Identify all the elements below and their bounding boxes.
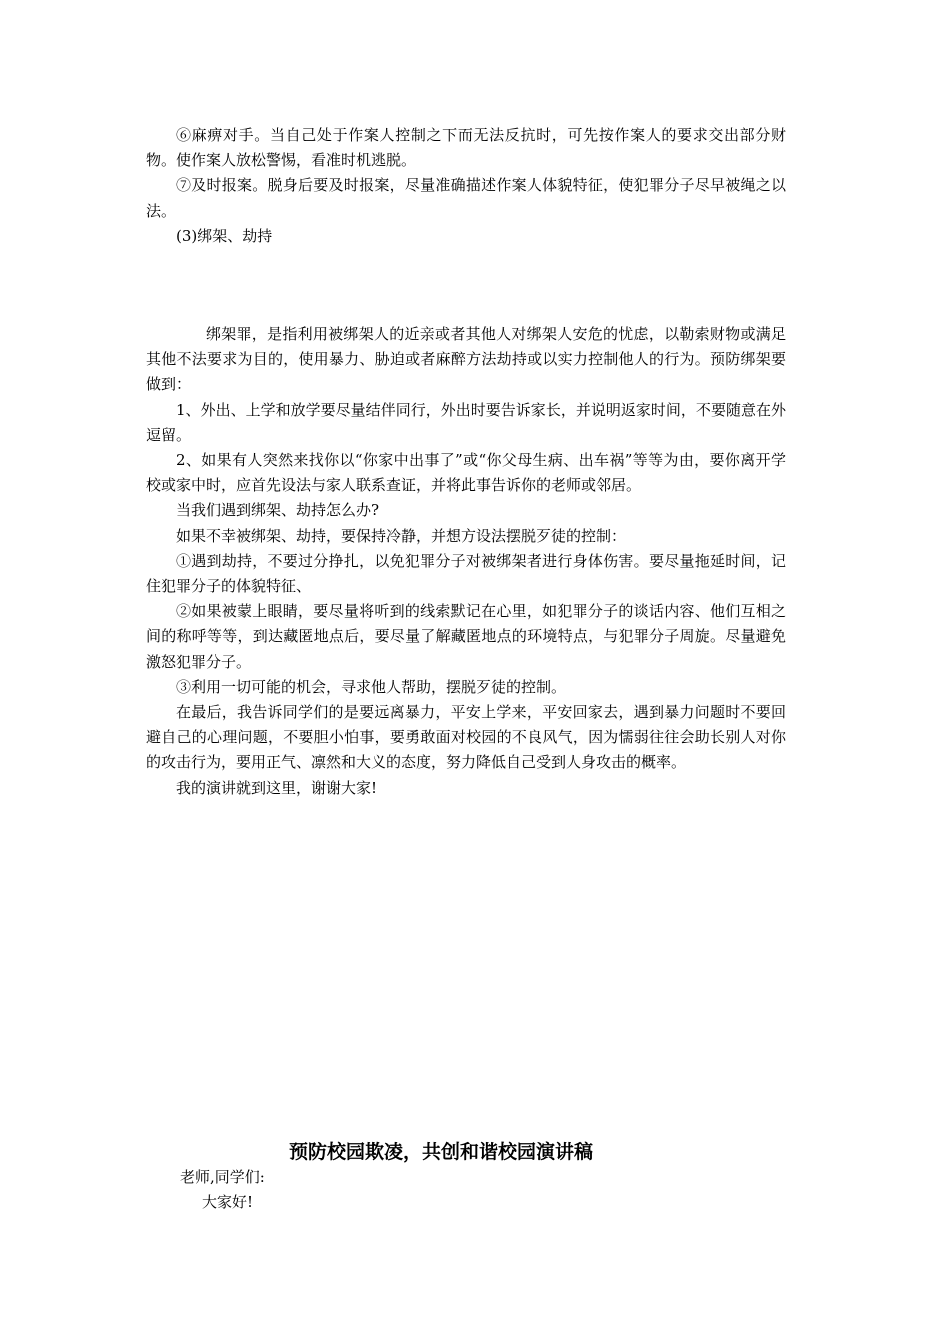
paragraph-tip-1: ①遇到劫持，不要过分挣扎，以免犯罪分子对被绑架者进行身体伤害。要尽量拖延时间，记住犯罪分子的体貌特征、: [146, 551, 786, 596]
paragraph-tip-2: ②如果被蒙上眼睛，要尽量将听到的线索默记在心里，如犯罪分子的谈话内容、他们互相之间的称呼等等，到达藏匿地点后，要尽量了解藏匿地点的环境特点，与犯罪分子周旋。尽量避免激怒犯罪分子。: [146, 602, 786, 671]
greeting: 大家好!: [202, 1193, 254, 1211]
paragraph-prevention-1: 1、外出、上学和放学要尽量结伴同行，外出时要告诉家长，并说明返家时间，不要随意在外逗留。: [146, 400, 786, 444]
paragraph-question: 当我们遇到绑架、劫持怎么办?: [176, 501, 380, 520]
paragraph-stay-calm: 如果不幸被绑架、劫持，要保持冷静，并想方设法摆脱歹徒的控制：: [176, 526, 627, 545]
paragraph-report-promptly: ⑦及时报案。脱身后要及时报案，尽量准确描述作案人体貌特征，使犯罪分子尽早被绳之以法。: [146, 176, 786, 220]
paragraph-prevention-2: 2、如果有人突然来找你以“你家中出事了”或“你父母生病、出车祸”等等为由，要你离开学校或家中时，应首先设法与家人联系查证，并将此事告诉你的老师或邻居。: [146, 451, 786, 495]
speech-title: 预防校园欺凌，共创和谐校园演讲稿: [288, 1141, 593, 1163]
paragraph-closing: 我的演讲就到这里，谢谢大家!: [176, 778, 378, 797]
section-kidnapping: [146, 322, 786, 801]
paragraph-tip-3: ③利用一切可能的机会，寻求他人帮助，摆脱歹徒的控制。: [176, 677, 567, 696]
paragraph-paralyze-opponent: ⑥麻痹对手。当自己处于作案人控制之下而无法反抗时，可先按作案人的要求交出部分财物。使作案人放松警惕，看准时机逃脱。: [146, 126, 786, 170]
section-paralyze-report: [146, 123, 786, 249]
salutation: 老师,同学们:: [180, 1168, 265, 1186]
paragraph-conclusion: 在最后，我告诉同学们的是要远离暴力，平安上学来，平安回家去，遇到暴力问题时不要回避自己的心理问题，不要胆小怕事，要勇敢面对校园的不良风气，因为懦弱往往会助长别人对你的攻击行为，要用正气、凛然和大义的态度，努力降低自己受到人身攻击的概率。: [146, 703, 786, 772]
heading-kidnapping: (3)绑架、劫持: [176, 226, 273, 245]
paragraph-kidnapping-definition: 绑架罪，是指利用被绑架人的近亲或者其他人对绑架人安危的忧虑，以勒索财物或满足其他不法要求为目的，使用暴力、胁迫或者麻醉方法劫持或以实力控制他人的行为。预防绑架要做到：: [146, 325, 786, 394]
